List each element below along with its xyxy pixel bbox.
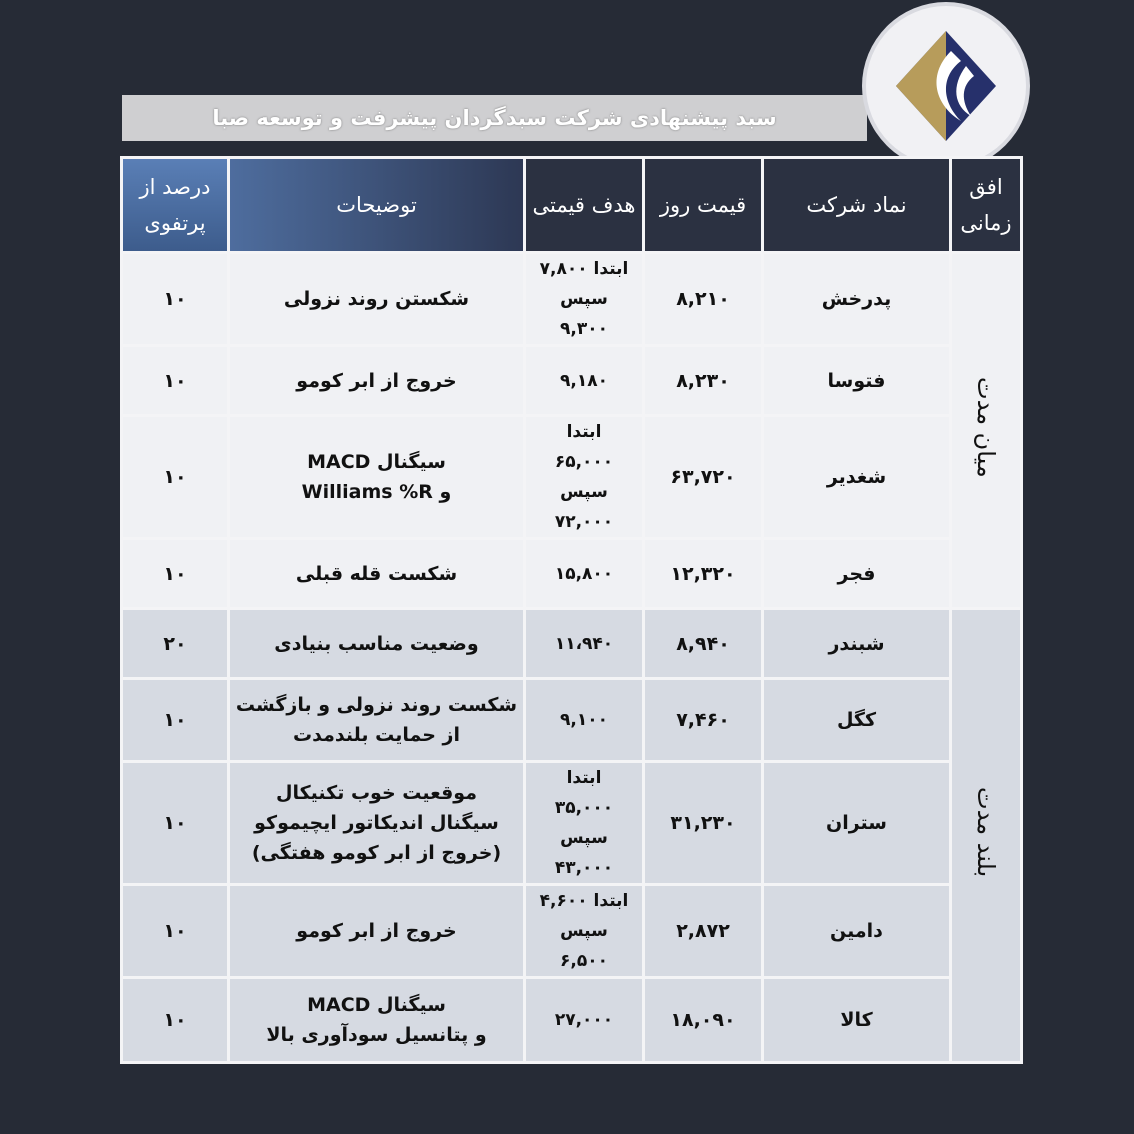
target-line: ابتدا ۷,۸۰۰ xyxy=(539,259,629,279)
desc-line: سیگنال اندیکاتور ایچیموکو xyxy=(254,812,499,834)
pct-cell: ۲۰ xyxy=(123,610,227,677)
table-row xyxy=(123,680,1020,760)
price-cell: ۸,۲۳۰ xyxy=(645,347,761,414)
symbol-cell: فجر xyxy=(764,540,949,607)
table-row xyxy=(123,254,1020,344)
pct-cell: ۱۰ xyxy=(123,680,227,760)
target-cell xyxy=(526,254,642,344)
desc-line: موقعیت خوب تکنیکال xyxy=(275,782,477,804)
desc-line: شکستن روند نزولی xyxy=(283,288,470,310)
desc-cell xyxy=(230,254,523,344)
target-cell xyxy=(526,763,642,883)
table-row xyxy=(123,763,1020,883)
desc-cell xyxy=(230,680,523,760)
desc-line: سیگنال MACD xyxy=(307,451,446,473)
price-cell: ۸,۹۴۰ xyxy=(645,610,761,677)
symbol-cell: دامین xyxy=(764,886,949,976)
desc-line: شکست روند نزولی و بازگشت xyxy=(235,694,518,716)
header-desc: توضیحات xyxy=(230,159,523,251)
symbol-cell: فتوسا xyxy=(764,347,949,414)
desc-line: خروج از ابر کومو xyxy=(296,369,457,392)
desc-cell xyxy=(230,540,523,607)
header-price: قیمت روز xyxy=(645,159,761,251)
symbol-cell: کالا xyxy=(764,979,949,1061)
page-title: سبد پیشنهادی شرکت سبدگردان پیشرفت و توسعه صبا xyxy=(212,106,777,130)
target-line: ۹,۱۸۰ xyxy=(560,370,608,391)
target-line: ۶,۵۰۰ xyxy=(560,951,608,971)
target-line: ۱۵,۸۰۰ xyxy=(554,563,614,584)
desc-cell xyxy=(230,610,523,677)
pct-cell: ۱۰ xyxy=(123,254,227,344)
target-cell xyxy=(526,417,642,537)
horizon-label: میان مدت xyxy=(972,376,1000,478)
price-cell: ۲,۸۷۲ xyxy=(645,886,761,976)
horizon-cell xyxy=(952,254,1020,607)
horizon-label: بلند مدت xyxy=(972,786,1000,878)
price-cell: ۳۱,۲۳۰ xyxy=(645,763,761,883)
pct-cell: ۱۰ xyxy=(123,763,227,883)
header-pct: درصد از پرتفوی xyxy=(123,159,227,251)
table-row xyxy=(123,347,1020,414)
price-cell: ۱۲,۳۲۰ xyxy=(645,540,761,607)
pct-cell: ۱۰ xyxy=(123,886,227,976)
target-line: سپس xyxy=(560,828,608,848)
price-cell: ۱۸,۰۹۰ xyxy=(645,979,761,1061)
target-line: ابتدا xyxy=(566,768,602,788)
table-row xyxy=(123,540,1020,607)
target-cell xyxy=(526,540,642,607)
portfolio-table xyxy=(120,156,1023,1064)
target-line: سپس xyxy=(560,921,608,941)
pct-cell: ۱۰ xyxy=(123,979,227,1061)
symbol-cell: ستران xyxy=(764,763,949,883)
horizon-cell xyxy=(952,610,1020,1061)
target-line: ابتدا ۴,۶۰۰ xyxy=(539,891,629,911)
target-line: ۱۱،۹۴۰ xyxy=(554,633,614,654)
target-line: سپس xyxy=(560,482,608,502)
target-line: ابتدا xyxy=(566,422,602,442)
header-target: هدف قیمتی xyxy=(526,159,642,251)
desc-line: (خروج از ابر کومو هفتگی) xyxy=(251,842,502,864)
title-bar xyxy=(122,95,867,141)
price-cell: ۷,۴۶۰ xyxy=(645,680,761,760)
target-line: ۷۲,۰۰۰ xyxy=(554,512,614,532)
header-horizon: افق زمانی xyxy=(952,159,1020,251)
pct-cell: ۱۰ xyxy=(123,417,227,537)
pct-cell: ۱۰ xyxy=(123,347,227,414)
desc-line: وضعیت مناسب بنیادی xyxy=(274,632,479,655)
table-row xyxy=(123,886,1020,976)
desc-cell xyxy=(230,347,523,414)
desc-line: و Williams %R xyxy=(301,481,452,503)
table-row xyxy=(123,610,1020,677)
symbol-cell: کگل xyxy=(764,680,949,760)
target-line: ۹,۳۰۰ xyxy=(560,319,608,339)
target-line: ۴۳,۰۰۰ xyxy=(554,858,614,878)
table-row xyxy=(123,417,1020,537)
desc-cell xyxy=(230,417,523,537)
price-cell: ۸,۲۱۰ xyxy=(645,254,761,344)
target-cell xyxy=(526,610,642,677)
desc-line: شکست قله قبلی xyxy=(295,562,458,585)
symbol-cell: شبندر xyxy=(764,610,949,677)
symbol-cell: پدرخش xyxy=(764,254,949,344)
desc-cell xyxy=(230,979,523,1061)
target-cell xyxy=(526,886,642,976)
desc-cell xyxy=(230,763,523,883)
target-line: ۳۵,۰۰۰ xyxy=(554,798,614,818)
target-line: ۶۵,۰۰۰ xyxy=(554,452,614,472)
desc-line: و پتانسیل سودآوری بالا xyxy=(266,1024,487,1046)
target-line: ۹,۱۰۰ xyxy=(560,710,608,730)
pct-cell: ۱۰ xyxy=(123,540,227,607)
desc-line: خروج از ابر کومو xyxy=(296,920,457,942)
desc-line: از حمایت بلندمدت xyxy=(293,724,460,746)
target-line: ۲۷,۰۰۰ xyxy=(554,1010,614,1030)
header-symbol: نماد شرکت xyxy=(764,159,949,251)
target-cell xyxy=(526,347,642,414)
desc-cell xyxy=(230,886,523,976)
price-cell: ۶۳,۷۲۰ xyxy=(645,417,761,537)
target-line: سپس xyxy=(560,289,608,309)
table-row xyxy=(123,979,1020,1061)
target-cell xyxy=(526,979,642,1061)
company-logo xyxy=(866,6,1026,166)
header-row xyxy=(123,159,1020,251)
symbol-cell: شغدیر xyxy=(764,417,949,537)
target-cell xyxy=(526,680,642,760)
logo-icon xyxy=(866,6,1026,166)
desc-line: سیگنال MACD xyxy=(307,994,446,1016)
